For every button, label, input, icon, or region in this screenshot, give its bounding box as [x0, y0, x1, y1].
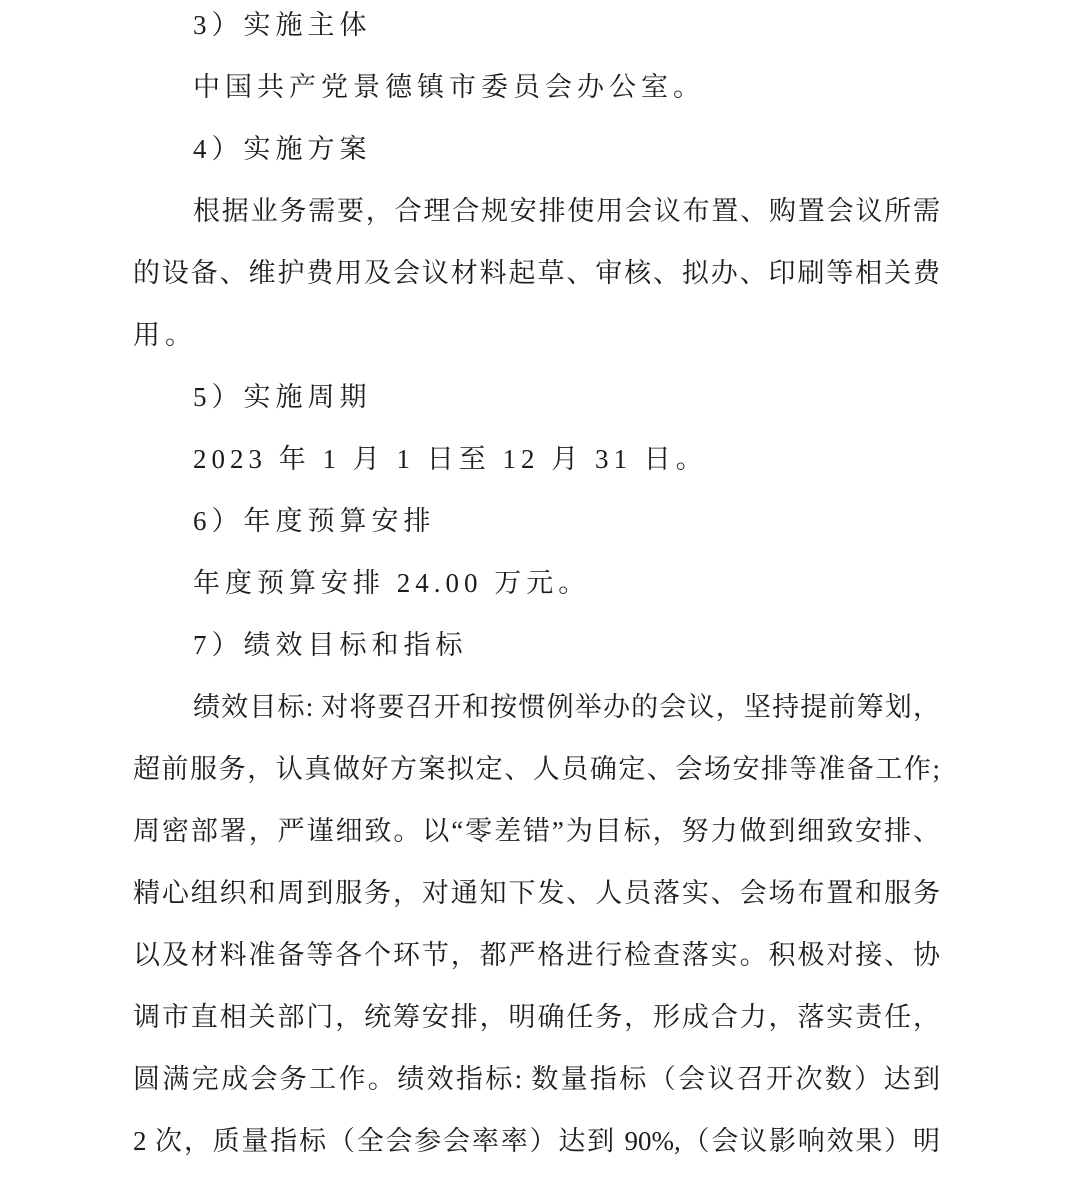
text-line: 超前服务，认真做好方案拟定、人员确定、会场安排等准备工作;: [133, 754, 940, 784]
text-line: 精心组织和周到服务，对通知下发、人员落实、会场布置和服务: [133, 878, 940, 908]
text-line: 年度预算安排 24.00 万元。: [193, 568, 591, 598]
text-line: 5）实施周期: [193, 382, 372, 412]
text-line: 4）实施方案: [193, 134, 372, 164]
text-line: 用。: [133, 320, 197, 350]
text-line: 的设备、维护费用及会议材料起草、审核、拟办、印刷等相关费: [133, 258, 940, 288]
text-line: 2 次，质量指标（全会参会率率）达到 90%,（会议影响效果）明: [133, 1126, 940, 1156]
text-line: 3）实施主体: [193, 10, 372, 40]
text-line: 以及材料准备等各个环节，都严格进行检查落实。积极对接、协: [133, 940, 940, 970]
text-line: 根据业务需要，合理合规安排使用会议布置、购置会议所需: [193, 196, 940, 226]
text-line: 调市直相关部门，统筹安排，明确任务，形成合力，落实责任，: [133, 1002, 940, 1032]
text-line: 中国共产党景德镇市委员会办公室。: [193, 72, 705, 102]
text-line: 7）绩效目标和指标: [193, 630, 468, 660]
text-line: 2023 年 1 月 1 日至 12 月 31 日。: [193, 444, 708, 474]
text-line: 周密部署，严谨细致。以“零差错”为目标，努力做到细致安排、: [133, 816, 940, 846]
text-line: 圆满完成会务工作。绩效指标: 数量指标（会议召开次数）达到: [133, 1064, 940, 1094]
text-line: 6）年度预算安排: [193, 506, 436, 536]
text-line: 绩效目标: 对将要召开和按惯例举办的会议，坚持提前筹划，: [193, 692, 940, 722]
